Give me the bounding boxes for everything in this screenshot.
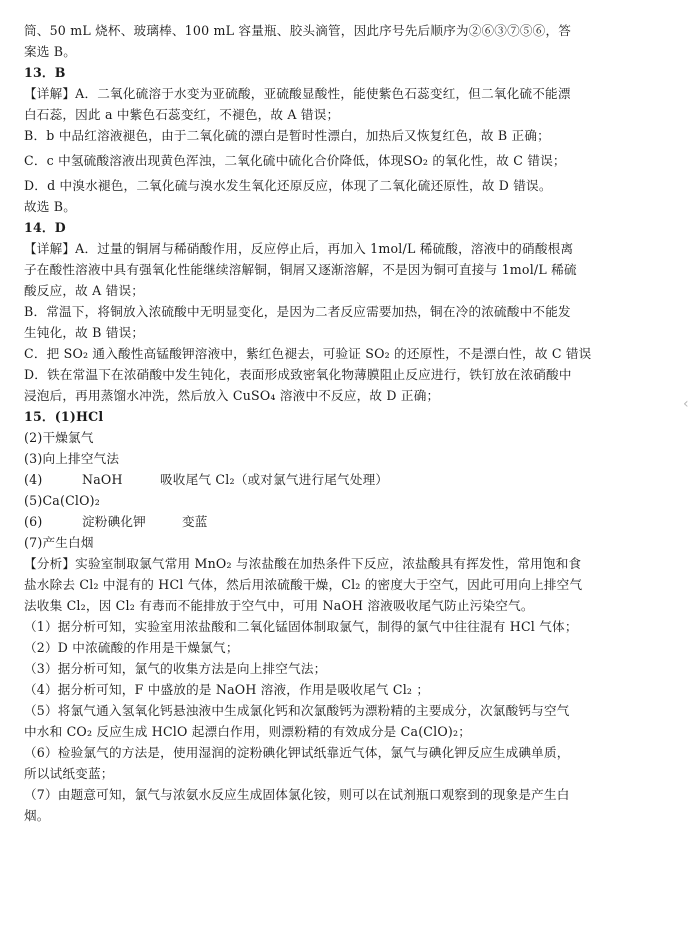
q15-answer-4-num: (4) — [24, 472, 43, 487]
intro-line-1: 筒、50 mL 烧杯、玻璃棒、100 mL 容量瓶、胶头滴管，因此序号先后顺序为②⑥③⑦⑤⑥，答 — [24, 23, 572, 38]
q14-line-2: 子在酸性溶液中具有强氧化性能继续溶解铜，铜屑又逐渐溶解，不是因为铜可直接与 1mol/L 稀硫 — [24, 262, 577, 277]
q15-analysis-9: 中水和 CO₂ 反应生成 HClO 起漂白作用，则漂粉精的有效成分是 Ca(ClO)₂； — [24, 724, 472, 739]
q15-answer-6-reagent: 淀粉碘化钾 — [82, 514, 146, 529]
q15-answer-7: (7)产生白烟 — [24, 535, 94, 550]
q15-analysis-7: （4）据分析可知，F 中盛放的是 NaOH 溶液，作用是吸收尾气 Cl₂ ； — [24, 682, 430, 697]
q15-answer-6-num: (6) — [24, 514, 43, 529]
q15-analysis-1: 【分析】实验室制取氯气常用 MnO₂ 与浓盐酸在加热条件下反应，浓盐酸具有挥发性，常用饱和食 — [24, 556, 582, 571]
q15-header: 15．(1)HCl — [24, 409, 104, 424]
q15-analysis-5: （2）D 中浓硫酸的作用是干燥氯气； — [24, 640, 239, 655]
answer-sheet — [24, 20, 684, 826]
q13-conclusion: 故选 B。 — [24, 199, 77, 214]
q15-analysis-10: （6）检验氯气的方法是，使用湿润的淀粉碘化钾试纸靠近气体，氯气与碘化钾反应生成碘单质， — [24, 745, 570, 760]
page-edge-mark: ‹ — [683, 396, 689, 412]
q13-line-c: C．c 中氢硫酸溶液出现黄色浑浊，二氧化硫中硫化合价降低，体现SO₂ 的氧化性，故 C 错误； — [24, 153, 566, 168]
q15-answer-2: (2)干燥氯气 — [24, 430, 94, 445]
q13-line-d: D．d 中溴水褪色，二氧化硫与溴水发生氧化还原反应，体现了二氧化硫还原性，故 D 错误。 — [24, 178, 552, 193]
q14-line-1: 【详解】A．过量的铜屑与稀硝酸作用，反应停止后，再加入 1mol/L 稀硫酸，溶液中的硝酸根离 — [24, 241, 574, 256]
q15-analysis-12: （7）由题意可知，氯气与浓氨水反应生成固体氯化铵，则可以在试剂瓶口观察到的现象是产生白 — [24, 787, 570, 802]
q15-answer-5: (5)Ca(ClO)₂ — [24, 493, 101, 508]
q15-analysis-11: 所以试纸变蓝； — [24, 766, 114, 781]
q15-answer-3: (3)向上排空气法 — [24, 451, 120, 466]
q15-analysis-6: （3）据分析可知，氯气的收集方法是向上排空气法； — [24, 661, 327, 676]
q15-answer-4 — [24, 469, 684, 490]
q15-analysis-2: 盐水除去 Cl₂ 中混有的 HCl 气体，然后用浓硫酸干燥，Cl₂ 的密度大于空气，因此可用向上排空气 — [24, 577, 583, 592]
q15-answer-6 — [24, 511, 684, 532]
q15-analysis-3: 法收集 Cl₂，因 Cl₂ 有毒而不能排放于空气中，可用 NaOH 溶液吸收尾气防止污染空气。 — [24, 598, 534, 613]
q14-line-4: B．常温下，将铜放入浓硫酸中无明显变化，是因为二者反应需要加热，铜在冷的浓硫酸中不能发 — [24, 304, 571, 319]
q15-analysis-8: （5）将氯气通入氢氧化钙悬浊液中生成氯化钙和次氯酸钙为漂粉精的主要成分，次氯酸钙与空气 — [24, 703, 570, 718]
q13-header: 13．B — [24, 65, 66, 80]
q14-header: 14．D — [24, 220, 66, 235]
intro-line-2: 案选 B。 — [24, 44, 77, 59]
q15-answer-6-result: 变蓝 — [182, 514, 208, 529]
q13-line-b: B．b 中品红溶液褪色，由于二氧化硫的漂白是暂时性漂白，加热后又恢复红色，故 B 正确； — [24, 128, 550, 143]
q14-line-8: 浸泡后，再用蒸馏水冲洗，然后放入 CuSO₄ 溶液中不反应，故 D 正确； — [24, 388, 440, 403]
q14-line-3: 酸反应，故 A 错误； — [24, 283, 145, 298]
q14-line-6: C．把 SO₂ 通入酸性高锰酸钾溶液中，紫红色褪去，可验证 SO₂ 的还原性，不是漂白性，故 C 错误 — [24, 346, 592, 361]
q15-answer-4-reagent: NaOH — [82, 472, 123, 487]
q13-line-a2: 白石蕊，因此 a 中紫色石蕊变红，不褪色，故 A 错误； — [24, 107, 340, 122]
q15-answer-4-purpose: 吸收尾气 Cl₂（或对氯气进行尾气处理） — [160, 472, 389, 487]
q15-analysis-13: 烟。 — [24, 808, 50, 823]
q15-analysis-4: （1）据分析可知，实验室用浓盐酸和二氧化锰固体制取氯气，制得的氯气中往往混有 HCl 气体； — [24, 619, 578, 634]
q14-line-7: D．铁在常温下在浓硝酸中发生钝化，表面形成致密氧化物薄膜阻止反应进行，铁钉放在浓硝酸中 — [24, 367, 572, 382]
q13-line-a: 【详解】A．二氧化硫溶于水变为亚硫酸，亚硫酸显酸性，能使紫色石蕊变红，但二氧化硫不能漂 — [24, 86, 571, 101]
q14-line-5: 生钝化，故 B 错误； — [24, 325, 145, 340]
